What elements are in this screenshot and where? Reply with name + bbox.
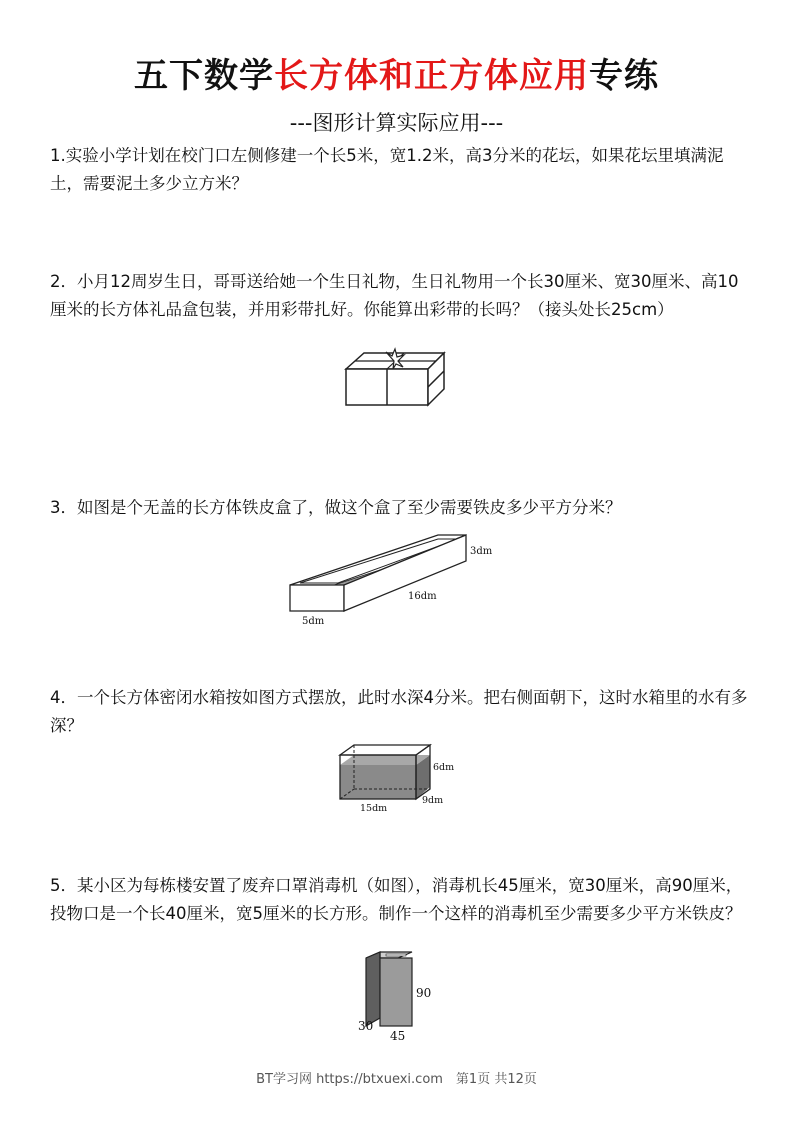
machine-width-label: 30 (358, 1019, 374, 1033)
question-1: 1.实验小学计划在校门口左侧修建一个长5米，宽1.2米，高3分米的花坛，如果花坛里填满泥土，需要泥土多少立方米？ (50, 146, 724, 193)
page-footer: BT学习网 https://btxuexi.com 第1页 共12页 (256, 1072, 537, 1087)
machine-length-label: 45 (390, 1029, 406, 1043)
title-part-2: 专练 (589, 56, 659, 96)
question-2: 2．小月12周岁生日，哥哥送给她一个生日礼物，生日礼物用一个长30厘米、宽30厘米、高10厘米的长方体礼品盒包装，并用彩带扎好。你能算出彩带的长吗？（接头处长25cm） (50, 272, 739, 319)
drop-slot (386, 954, 406, 956)
box-length-label: 16dm (408, 591, 437, 602)
tank-width-label: 9dm (422, 795, 444, 806)
question-3: 3．如图是个无盖的长方体铁皮盒了，做这个盒了至少需要铁皮多少平方分米？ (50, 498, 622, 517)
tank-length-label: 15dm (360, 803, 388, 814)
question-4: 4．一个长方体密闭水箱按如图方式摆放，此时水深4分米。把右侧面朝下，这时水箱里的水有多深？ (50, 688, 748, 735)
water-front (340, 765, 416, 799)
machine-height-label: 90 (416, 986, 432, 1000)
tank-height-label: 6dm (433, 762, 455, 773)
gift-box-figure (340, 347, 450, 409)
page-title (0, 52, 793, 100)
question-5: 5．某小区为每栋楼安置了废弃口罩消毒机（如图），消毒机长45厘米，宽30厘米，高90厘米，投物口是一个长40厘米，宽5厘米的长方形。制作一个这样的消毒机至少需要多少平方米铁皮？ (50, 876, 743, 923)
disinfection-machine-figure (356, 950, 438, 1045)
page-subtitle: ---图形计算实际应用--- (289, 111, 504, 135)
water-tank-figure (336, 743, 466, 815)
machine-front (380, 958, 412, 1026)
open-box-figure (288, 527, 504, 627)
box-height-label: 3dm (470, 546, 493, 557)
box-width-label: 5dm (302, 616, 325, 627)
box-front (290, 585, 344, 611)
title-highlight: 长方体和正方体应用 (274, 56, 589, 96)
title-part-1: 五下数学 (134, 56, 274, 96)
machine-left (366, 952, 380, 1026)
